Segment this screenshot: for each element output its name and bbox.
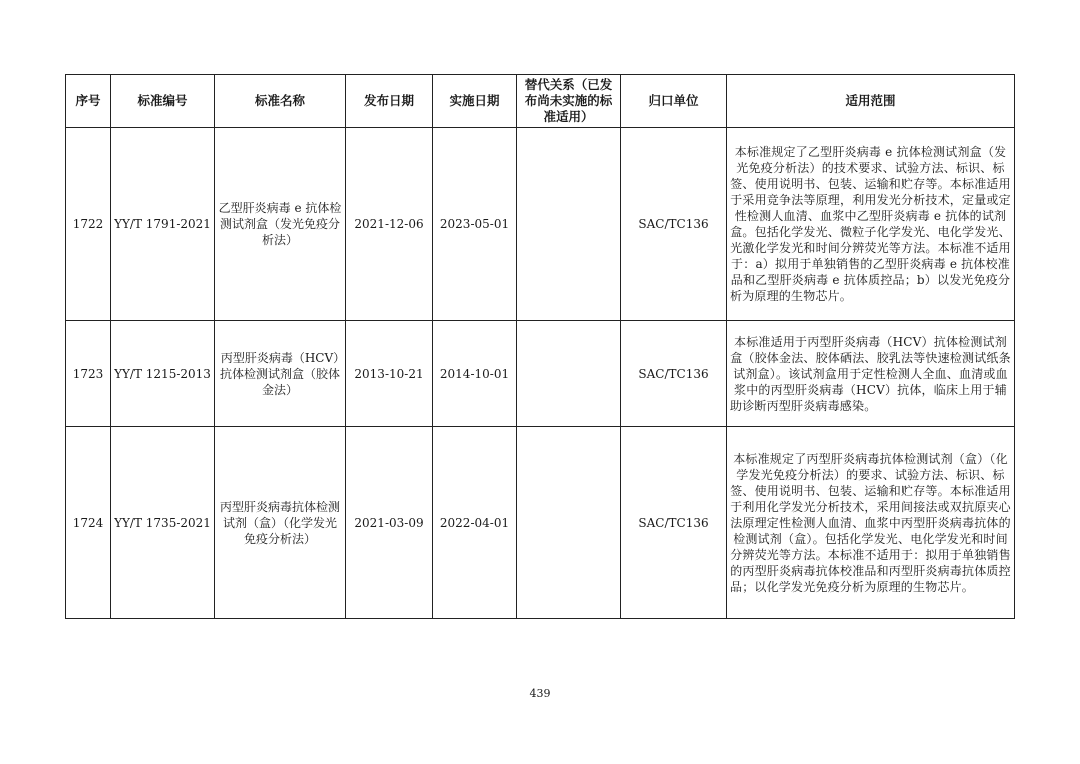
cell-name: 丙型肝炎病毒抗体检测试剂（盒）（化学发光免疫分析法）	[215, 427, 346, 619]
cell-scope: 本标准规定了乙型肝炎病毒 e 抗体检测试剂盒（发光免疫分析法）的技术要求、试验方法、标识、标签、使用说明书、包装、运输和贮存等。本标准适用于采用竞争法等原理，利用发光分析技术，定量或定性检测人血清、血浆中乙型肝炎病毒 e 抗体的试剂盒。包括化学发光、微粒子化学发光、电化学发光、光激化学发光和时间分辨荧光等方法。本标准不适用于：a）拟用于单独销售的乙型肝炎病毒 e 抗体校准品和乙型肝炎病毒 e 抗体质控品；b）以发光免疫分析为原理的生物芯片。	[727, 128, 1015, 321]
cell-authority: SAC/TC136	[621, 321, 727, 427]
cell-replaces	[517, 321, 621, 427]
cell-authority: SAC/TC136	[621, 427, 727, 619]
cell-replaces	[517, 427, 621, 619]
header-code: 标准编号	[111, 75, 215, 128]
table-row	[66, 427, 1015, 619]
header-effective: 实施日期	[433, 75, 517, 128]
standards-table	[65, 74, 1015, 619]
cell-effective: 2023-05-01	[433, 128, 517, 321]
header-no: 序号	[66, 75, 111, 128]
header-scope: 适用范围	[727, 75, 1015, 128]
cell-scope: 本标准适用于丙型肝炎病毒（HCV）抗体检测试剂盒（胶体金法、胶体硒法、胶乳法等快速检测试纸条试剂盒）。该试剂盒用于定性检测人全血、血清或血浆中的丙型肝炎病毒（HCV）抗体，临床上用于辅助诊断丙型肝炎病毒感染。	[727, 321, 1015, 427]
page-number: 439	[529, 687, 551, 700]
table-row	[66, 128, 1015, 321]
cell-name: 丙型肝炎病毒（HCV）抗体检测试剂盒（胶体金法）	[215, 321, 346, 427]
cell-replaces	[517, 128, 621, 321]
header-published: 发布日期	[346, 75, 433, 128]
cell-code: YY/T 1735-2021	[111, 427, 215, 619]
cell-authority: SAC/TC136	[621, 128, 727, 321]
header-row	[66, 75, 1015, 128]
cell-published: 2021-03-09	[346, 427, 433, 619]
cell-code: YY/T 1791-2021	[111, 128, 215, 321]
cell-no: 1722	[66, 128, 111, 321]
header-name: 标准名称	[215, 75, 346, 128]
cell-code: YY/T 1215-2013	[111, 321, 215, 427]
cell-published: 2021-12-06	[346, 128, 433, 321]
cell-no: 1723	[66, 321, 111, 427]
cell-effective: 2022-04-01	[433, 427, 517, 619]
header-authority: 归口单位	[621, 75, 727, 128]
header-replaces: 替代关系（已发布尚未实施的标准适用）	[517, 75, 621, 128]
cell-published: 2013-10-21	[346, 321, 433, 427]
cell-effective: 2014-10-01	[433, 321, 517, 427]
table-row	[66, 321, 1015, 427]
cell-name: 乙型肝炎病毒 e 抗体检测试剂盒（发光免疫分析法）	[215, 128, 346, 321]
cell-no: 1724	[66, 427, 111, 619]
cell-scope: 本标准规定了丙型肝炎病毒抗体检测试剂（盒）（化学发光免疫分析法）的要求、试验方法、标识、标签、使用说明书、包装、运输和贮存等。本标准适用于利用化学发光分析技术，采用间接法或双抗原夹心法原理定性检测人血清、血浆中丙型肝炎病毒抗体的检测试剂（盒）。包括化学发光、电化学发光和时间分辨荧光等方法。本标准不适用于：拟用于单独销售的丙型肝炎病毒抗体校准品和丙型肝炎病毒抗体质控品；以化学发光免疫分析为原理的生物芯片。	[727, 427, 1015, 619]
